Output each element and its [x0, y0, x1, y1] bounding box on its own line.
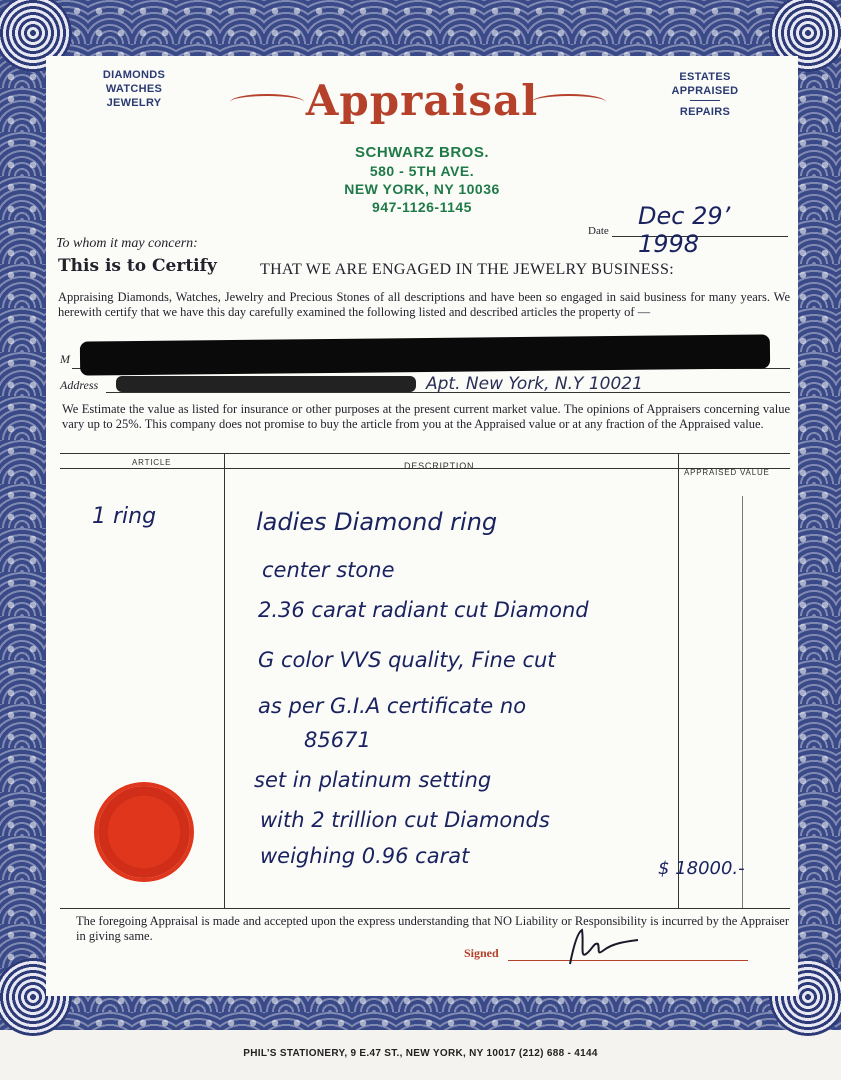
table-bottom-line [60, 908, 790, 909]
redaction-bar [80, 334, 770, 375]
page-title: Appraisal [305, 76, 539, 125]
salutation: To whom it may concern: [56, 236, 198, 251]
service-watches: WATCHES [105, 83, 163, 95]
liability-disclaimer: The foregoing Appraisal is made and accepted upon the express understanding that NO Liability or Responsibility is incurred by the Appraiser in giving same. [76, 914, 790, 943]
description-line: set in platinum setting [254, 768, 492, 792]
service-estates: ESTATES [679, 71, 731, 83]
owner-address-value: Apt. New York, N.Y 10021 [426, 374, 643, 394]
appraised-value: $ 18000.- [658, 858, 745, 879]
description-line: 2.36 carat radiant cut Diamond [258, 598, 589, 622]
description-line: weighing 0.96 carat [260, 844, 470, 868]
company-address-line2: NEW YORK, NY 10036 [344, 181, 500, 197]
description-line: as per G.I.A certificate no [258, 694, 527, 718]
table-divider [742, 496, 743, 908]
estimate-disclaimer: We Estimate the value as listed for insurance or other purposes at the present current market value. The opinions of Appraisers concerning value vary up to 25%. This company does not promise to buy the article from you at the Appraised value or at any fraction of the Appraised value. [62, 402, 790, 431]
description-line: 85671 [304, 728, 371, 752]
column-header-description: DESCRIPTION [404, 461, 475, 471]
service-jewelry: JEWELRY [106, 97, 162, 109]
description-line: G color VVS quality, Fine cut [258, 648, 556, 672]
table-divider [224, 454, 225, 908]
article-entry: 1 ring [92, 504, 157, 529]
description-line: ladies Diamond ring [256, 508, 498, 536]
company-name: SCHWARZ BROS. [355, 144, 489, 161]
certify-heading: THAT WE ARE ENGAGED IN THE JEWELRY BUSINESS: [260, 261, 674, 278]
company-address-line1: 580 - 5TH AVE. [369, 163, 475, 179]
table-top-line [60, 453, 790, 454]
service-repairs: REPAIRS [679, 106, 731, 118]
description-line: center stone [262, 558, 395, 582]
date-value: Dec 29’ 1998 [638, 202, 731, 258]
column-header-value: APPRAISED VALUE [684, 468, 770, 477]
company-phone: 947-1126-1145 [372, 199, 472, 215]
date-label: Date [588, 225, 609, 237]
table-divider [678, 454, 679, 908]
signature-icon [564, 924, 644, 968]
description-line: with 2 trillion cut Diamonds [260, 808, 550, 832]
service-appraised: APPRAISED [671, 85, 739, 97]
printer-credit: PHIL’S STATIONERY, 9 E.47 ST., NEW YORK, NY 10017 (212) 688 - 4144 [243, 1048, 598, 1059]
certificate-paper [46, 56, 798, 996]
gold-seal-icon [98, 786, 190, 878]
signed-label: Signed [464, 946, 499, 960]
owner-address-label: Address [60, 378, 99, 392]
service-diamonds: DIAMONDS [102, 69, 166, 81]
certify-lead: This is to Certify [58, 256, 217, 276]
column-header-article: ARTICLE [132, 458, 172, 467]
owner-name-label: M [60, 352, 70, 366]
certify-body: Appraising Diamonds, Watches, Jewelry and Precious Stones of all descriptions and have been so engaged in said business for many years. We herewith certify that we have this day carefully examined the following listed and described articles the property of — [58, 290, 790, 319]
redaction-bar [116, 376, 416, 392]
